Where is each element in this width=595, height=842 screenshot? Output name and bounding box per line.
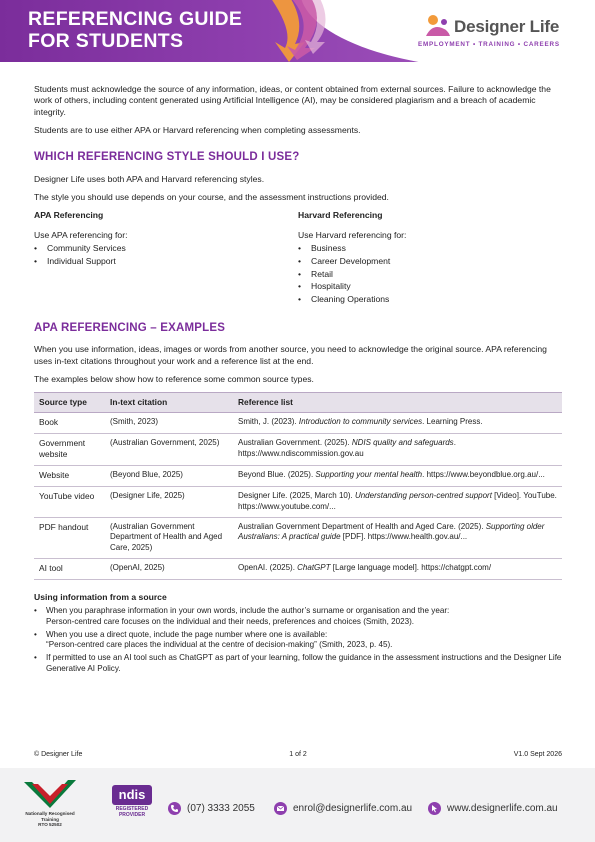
reference-list-cell xyxy=(233,413,562,434)
which-style-paragraph-2: The style you should use depends on your course, and the assessment instructions provided. xyxy=(34,191,389,202)
table-row xyxy=(34,517,562,558)
logo-name: Designer Life xyxy=(454,17,560,36)
table-row xyxy=(34,413,562,434)
list-item: • Individual Support xyxy=(34,256,298,267)
column-header-source-type: Source type xyxy=(34,393,105,413)
usage-bullet-3: If permitted to use an AI tool such as ChatGPT as part of your learning, follow the guidance in the assessment instructions and the Designer Life Generative AI Policy. xyxy=(46,653,562,673)
reference-list-cell xyxy=(233,559,562,580)
list-item: • Career Development xyxy=(298,256,562,267)
in-text-citation-cell: (Australian Government, 2025) xyxy=(105,434,233,466)
reference-list-cell xyxy=(233,517,562,558)
title-line-1: REFERENCING GUIDE xyxy=(28,8,243,30)
apa-column xyxy=(34,210,298,307)
apa-examples-heading: APA REFERENCING – EXAMPLES xyxy=(34,322,226,335)
list-item: • Community Services xyxy=(34,243,298,254)
in-text-citation-cell: (Beyond Blue, 2025) xyxy=(105,466,233,487)
reference-author-date: Australian Government Department of Health and Aged Care. (2025). xyxy=(238,521,486,531)
ndis-text-line-1: REGISTERED xyxy=(115,806,149,812)
which-style-paragraph-1: Designer Life uses both APA and Harvard referencing styles. xyxy=(34,173,265,184)
usage-section xyxy=(34,592,562,674)
harvard-lead: Use Harvard referencing for: xyxy=(298,229,407,240)
list-item: • Cleaning Operations xyxy=(298,294,562,305)
email-address: enrol@designerlife.com.au xyxy=(293,803,413,814)
version: V1.0 Sept 2026 xyxy=(513,751,562,758)
style-columns xyxy=(34,210,562,307)
ndis-registered-provider-logo xyxy=(110,785,154,818)
reference-details: [Video]. YouTube. https://www.youtube.com/... xyxy=(238,491,557,511)
source-type-cell: Website xyxy=(34,466,105,487)
reference-title: ChatGPT xyxy=(297,563,331,573)
copyright: © Designer Life xyxy=(34,751,83,758)
table-row xyxy=(34,559,562,580)
intro-paragraph-2: Students are to use either APA or Harvard referencing when completing assessments. xyxy=(34,125,361,136)
reference-list-cell xyxy=(233,466,562,487)
table-row xyxy=(34,466,562,487)
source-type-cell: YouTube video xyxy=(34,487,105,518)
reference-author-date: Beyond Blue. (2025). xyxy=(238,470,316,480)
phone-contact[interactable] xyxy=(168,802,255,815)
website-url: www.designerlife.com.au xyxy=(447,803,558,814)
source-type-cell: AI tool xyxy=(34,559,105,580)
nrt-tick-icon xyxy=(22,778,78,808)
logo-mark-icon xyxy=(424,14,452,38)
in-text-citation-cell: (Designer Life, 2025) xyxy=(105,487,233,518)
reference-author-date: Australian Government. (2025). xyxy=(238,438,352,448)
usage-heading: Using information from a source xyxy=(34,592,167,602)
reference-title: Supporting your mental health xyxy=(315,470,423,480)
ndis-logo-box: ndis xyxy=(112,785,152,805)
table-body xyxy=(34,413,562,580)
harvard-column xyxy=(298,210,562,307)
usage-bullet-2-example: “Person-centred care places the individual at the centre of decision-making” (Smith, 2023, p. 45). xyxy=(46,640,393,650)
source-type-cell: Government website xyxy=(34,434,105,466)
reference-list-cell xyxy=(233,487,562,518)
reference-title: Understanding person-centred support xyxy=(354,491,492,501)
nrt-text-line-2: Training xyxy=(41,816,59,822)
title-line-2: FOR STUDENTS xyxy=(28,30,184,52)
reference-title: Supporting older Australians: A practical guide xyxy=(238,521,545,542)
main-content xyxy=(34,84,562,676)
in-text-citation-cell: (Australian Government Department of Health and Aged Care, 2025) xyxy=(105,517,233,558)
source-type-cell: Book xyxy=(34,413,105,434)
reference-list-cell xyxy=(233,434,562,466)
table-row xyxy=(34,487,562,518)
logo-tagline: EMPLOYMENT • TRAINING • CAREERS xyxy=(418,41,560,48)
usage-bullet-1: When you paraphrase information in your own words, include the author’s surname or organisation and the year: xyxy=(46,606,450,616)
designer-life-logo xyxy=(418,14,588,54)
nationally-recognised-training-logo xyxy=(20,778,80,827)
usage-list xyxy=(34,606,562,674)
phone-icon xyxy=(168,802,181,815)
column-header-reference-list: Reference list xyxy=(233,393,562,413)
reference-details: [Large language model]. https://chatgpt.com/ xyxy=(330,563,492,573)
list-item xyxy=(34,653,562,674)
footer-line xyxy=(34,750,562,759)
in-text-citation-cell: (Smith, 2023) xyxy=(105,413,233,434)
harvard-heading: Harvard Referencing xyxy=(298,210,383,221)
list-item: • Retail xyxy=(298,269,562,280)
harvard-list xyxy=(298,243,562,306)
list-item xyxy=(34,630,562,651)
reference-title: NDIS quality and safeguards xyxy=(351,438,454,448)
in-text-citation-cell: (OpenAI, 2025) xyxy=(105,559,233,580)
page-title xyxy=(28,8,242,52)
reference-details: . https://www.ndiscommission.gov.au xyxy=(238,438,456,458)
cursor-icon xyxy=(428,802,441,815)
apa-lead: Use APA referencing for: xyxy=(34,229,128,240)
nrt-text-line-1: Nationally Recognised xyxy=(25,811,75,817)
apa-examples-table xyxy=(34,392,562,580)
email-icon xyxy=(274,802,287,815)
phone-number: (07) 3333 2055 xyxy=(187,803,255,814)
reference-author-date: OpenAI. (2025). xyxy=(238,563,298,573)
list-item: • Hospitality xyxy=(298,281,562,292)
list-item: • Business xyxy=(298,243,562,254)
reference-details: . Learning Press. xyxy=(422,417,483,427)
reference-author-date: Smith, J. (2023). xyxy=(238,417,299,427)
apa-heading: APA Referencing xyxy=(34,210,104,221)
intro-paragraph-1: Students must acknowledge the source of any information, ideas, or content obtained from external sources. Failure to acknowledge the work of others, including content generated using Artificial Intelligence (AI), may be considered plagiarism and a breach of academic integrity. xyxy=(34,84,551,117)
website-contact[interactable] xyxy=(428,802,558,815)
source-type-cell: PDF handout xyxy=(34,517,105,558)
which-style-heading: WHICH REFERENCING STYLE SHOULD I USE? xyxy=(34,151,300,164)
usage-bullet-2: When you use a direct quote, include the page number where one is available: xyxy=(46,629,328,639)
column-header-in-text-citation: In-text citation xyxy=(105,393,233,413)
reference-details: . https://www.beyondblue.org.au/... xyxy=(422,470,545,480)
page-number: 1 of 2 xyxy=(289,751,307,758)
email-contact[interactable] xyxy=(274,802,412,815)
apa-examples-paragraph-2: The examples below show how to reference some common source types. xyxy=(34,374,314,384)
arrow-decoration-icon xyxy=(255,0,385,62)
reference-title: Introduction to community services xyxy=(298,417,423,427)
table-header-row xyxy=(34,393,562,413)
reference-details: [PDF]. https://www.health.gov.au/... xyxy=(340,532,468,542)
rto-code: RTO 52502 xyxy=(38,821,62,827)
apa-examples-paragraph-1: When you use information, ideas, images or words from another source, you need to acknowledge the original source. APA referencing uses in-text citations throughout your work and a reference list at the end. xyxy=(34,344,547,366)
apa-list xyxy=(34,243,298,267)
page-header xyxy=(0,0,595,62)
reference-author-date: Designer Life. (2025, March 10). xyxy=(238,491,355,501)
usage-bullet-1-example: Person-centred care focuses on the individual and their needs, preferences and choices (Smith, 2023). xyxy=(46,617,415,627)
ndis-text-line-2: PROVIDER xyxy=(118,811,146,818)
table-row xyxy=(34,434,562,466)
list-item xyxy=(34,606,562,627)
